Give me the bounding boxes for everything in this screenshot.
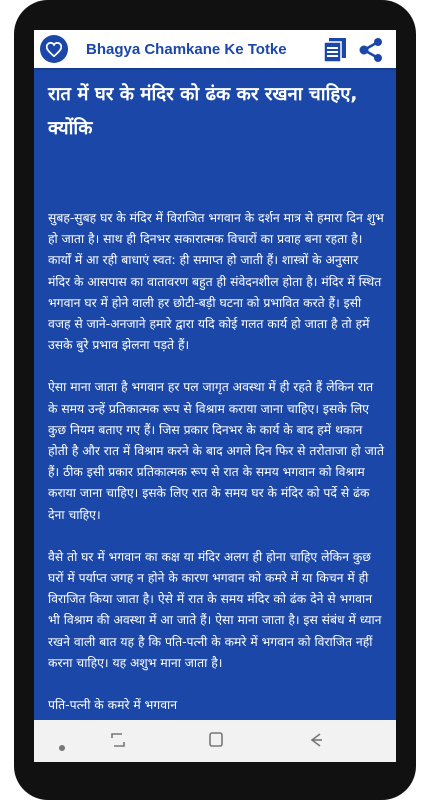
system-nav-bar (34, 720, 396, 762)
nav-dot-button[interactable] (58, 737, 66, 756)
nav-back-button[interactable] (308, 731, 324, 753)
back-icon (308, 731, 324, 749)
share-button[interactable] (358, 38, 384, 62)
recents-icon (110, 731, 126, 749)
nav-recents-button[interactable] (110, 731, 126, 753)
share-icon (358, 38, 384, 62)
favorite-button[interactable] (40, 35, 68, 63)
article-headline: रात में घर के मंदिर को ढंक कर रखना चाहिए, क्योंकि (48, 84, 358, 139)
list-button[interactable] (324, 38, 346, 62)
dot-icon (58, 744, 66, 752)
app-screen (34, 30, 396, 760)
article-paragraph: सुबह-सुबह घर के मंदिर में विराजित भगवान के दर्शन मात्र से हमारा दिन शुभ हो जाता है। साथ ही दिनभर सकारात्मक विचारों का प्रवाह बना रहता है। कार्यों में आ रही बाधाएं स्वत: ही समाप्त हो जाती हैं। शास्त्रों के अनुसार मंदिर के आसपास का वातावरण बहुत ही संवेदनशील होता है। मंदिर में स्थित भगवान घर में होने वाली हर छोटी-बड़ी घटना को प्रभावित करते हैं। इसी वजह से जाने-अनजाने हमारे द्वारा यदि कोई गलत कार्य हो जाता है तो हमें उसके बुरे प्रभाव झेलना पड़ते हैं। (48, 211, 384, 353)
article-paragraph: ऐसा माना जाता है भगवान हर पल जागृत अवस्था में ही रहते हैं लेकिन रात के समय उन्हें प्रतिकात्मक रूप से विश्राम कराया जाना चाहिए। इसके लिए कुछ नियम बताए गए हैं। जिस प्रकार दिनभर के कार्य के बाद हमें थकान होती है और रात में विश्राम करने के बाद अगले दिन फिर से तरोताजा हो जाते हैं। ठीक इसी प्रकार प्रतिकात्मक रूप से रात के समय भगवान को विश्राम कराया जाना चाहिए। इसके लिए रात के समय घर के मंदिर को पर्दे से ढंक देना चाहिए। (48, 380, 384, 522)
nav-home-button[interactable] (208, 731, 224, 753)
app-title: Bhagya Chamkane Ke Totke (86, 40, 287, 58)
article-paragraph: पति-पत्नी के कमरे में भगवान (48, 698, 178, 713)
heart-icon (46, 42, 62, 57)
article-content (48, 78, 384, 716)
app-bar (34, 30, 396, 68)
home-square-icon (208, 731, 224, 749)
list-icon (324, 38, 346, 62)
article-paragraph: वैसे तो घर में भगवान का कक्ष या मंदिर अलग ही होना चाहिए लेकिन कुछ घरों में पर्याप्त जगह न होने के कारण भगवान को कमरे में या किचन में ही विराजित किया जाता है। ऐसे में रात के समय मंदिर को ढंक देने से भगवान भी विश्राम की अवस्था में आ जाते हैं। ऐसा माना जाता है। इस संबंध में ध्यान रखने वाली बात यह है कि पति-पत्नी के कमरे में भगवान को विराजित नहीं करना चाहिए। यह अशुभ माना जाता है। (48, 549, 382, 670)
